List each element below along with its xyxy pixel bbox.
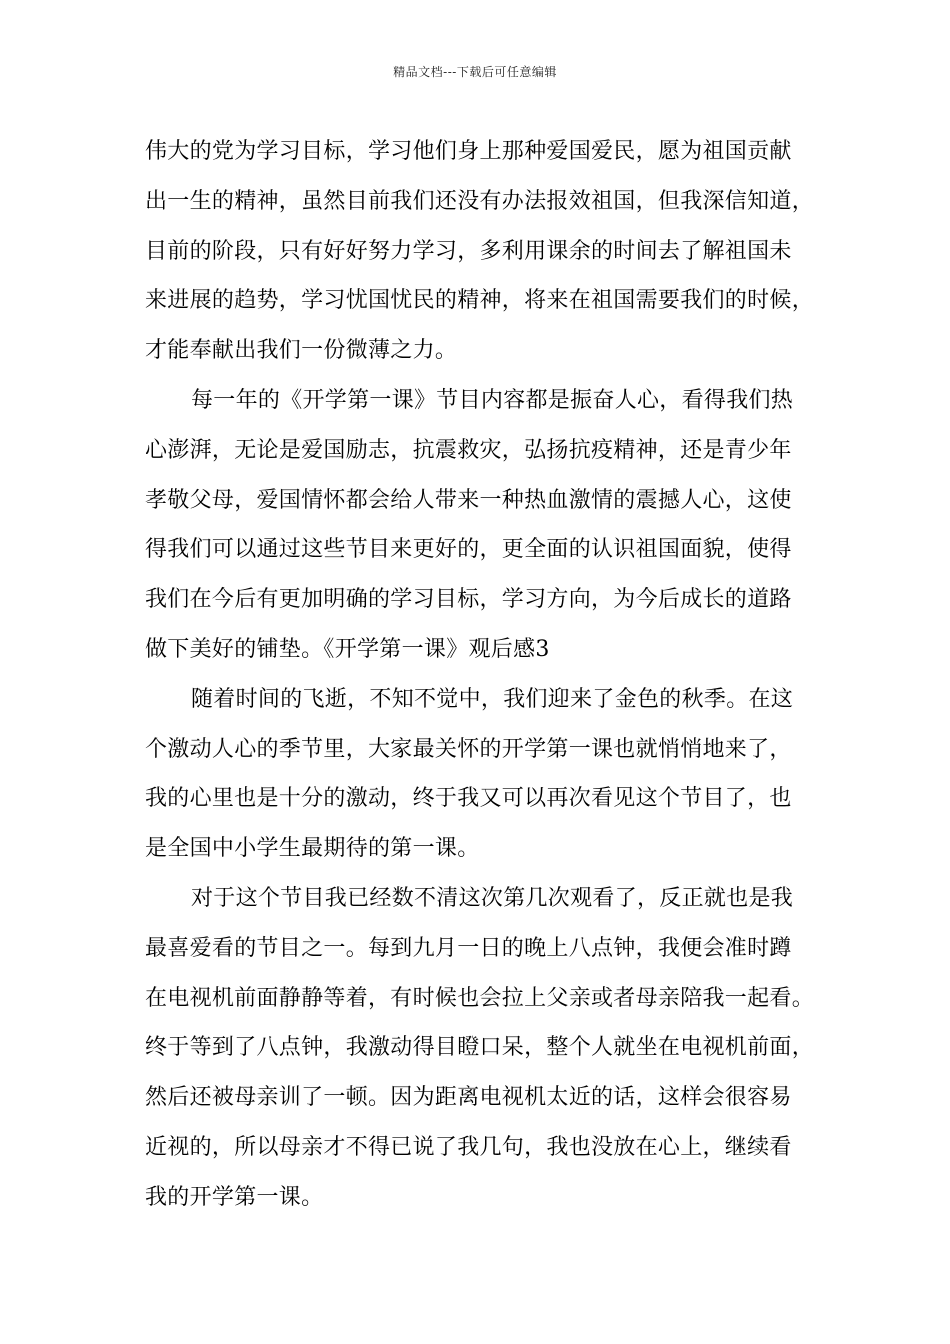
text-line: 目前的阶段，只有好好努力学习，多利用课余的时间去了解祖国未 bbox=[145, 238, 792, 264]
text-line: 然后还被母亲训了一顿。因为距离电视机太近的话，这样会很容易 bbox=[145, 1085, 792, 1111]
text-line: 随着时间的飞逝，不知不觉中，我们迎来了金色的秋季。在这 bbox=[191, 686, 794, 712]
text-line: 个激动人心的季节里，大家最关怀的开学第一课也就悄悄地来了， bbox=[145, 736, 792, 762]
page-header: 精品文档---下载后可任意编辑 bbox=[393, 65, 557, 79]
text-line: 最喜爱看的节目之一。每到九月一日的晚上八点钟，我便会准时蹲 bbox=[145, 935, 792, 961]
text-line: 我的开学第一课。 bbox=[145, 1184, 324, 1210]
text-line: 对于这个节目我已经数不清这次第几次观看了，反正就也是我 bbox=[191, 885, 794, 911]
text-line: 每一年的《开学第一课》节目内容都是振奋人心，看得我们热 bbox=[191, 387, 794, 413]
text-line: 近视的，所以母亲才不得已说了我几句，我也没放在心上，继续看 bbox=[145, 1134, 792, 1160]
text-line: 心澎湃，无论是爱国励志，抗震救灾，弘扬抗疫精神，还是青少年 bbox=[145, 437, 792, 463]
text-line: 才能奉献出我们一份微薄之力。 bbox=[145, 338, 458, 364]
text-line: 孝敬父母，爱国情怀都会给人带来一种热血激情的震撼人心，这使 bbox=[145, 487, 792, 513]
text-line: 终于等到了八点钟，我激动得目瞪口呆，整个人就坐在电视机前面， bbox=[145, 1035, 815, 1061]
text-line: 在电视机前面静静等着，有时候也会拉上父亲或者母亲陪我一起看。 bbox=[145, 985, 815, 1011]
text-line: 出一生的精神，虽然目前我们还没有办法报效祖国，但我深信知道， bbox=[145, 188, 815, 214]
text-line: 我的心里也是十分的激动，终于我又可以再次看见这个节目了，也 bbox=[145, 786, 792, 812]
text-line: 做下美好的铺垫。《开学第一课》观后感3 bbox=[145, 636, 550, 662]
text-line: 来进展的趋势，学习忧国忧民的精神，将来在祖国需要我们的时候， bbox=[145, 288, 815, 314]
text-line: 得我们可以通过这些节目来更好的，更全面的认识祖国面貌，使得 bbox=[145, 537, 792, 563]
text-line: 是全国中小学生最期待的第一课。 bbox=[145, 836, 480, 862]
text-line: 我们在今后有更加明确的学习目标，学习方向，为今后成长的道路 bbox=[145, 587, 792, 613]
text-line: 伟大的党为学习目标，学习他们身上那种爱国爱民，愿为祖国贡献 bbox=[145, 139, 792, 164]
document-body bbox=[145, 127, 825, 1223]
